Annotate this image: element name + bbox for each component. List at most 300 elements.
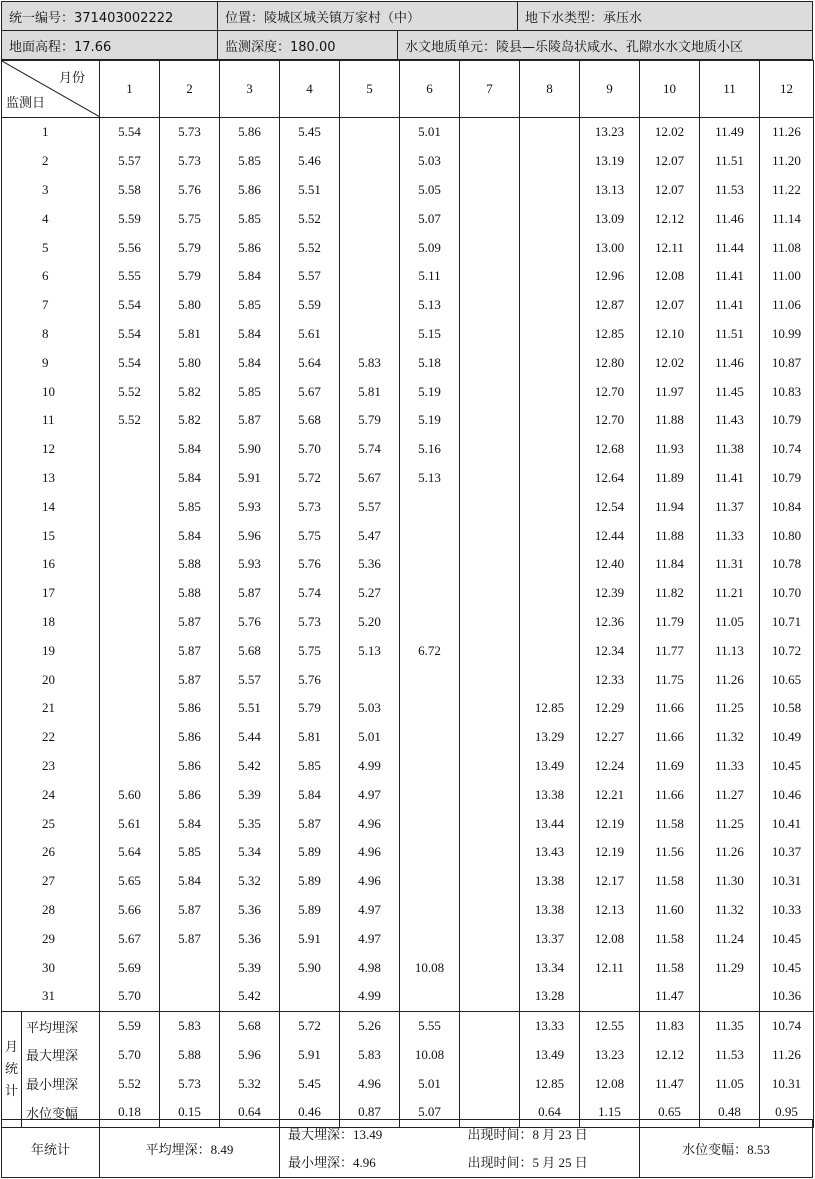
table-row <box>2 924 814 953</box>
value-cell: 5.79 <box>160 233 220 262</box>
value-cell: 5.36 <box>220 924 280 953</box>
value-cell: 5.85 <box>160 838 220 867</box>
hydro-unit-value: 陵县—乐陵岛状咸水、孔隙水水文地质小区 <box>496 39 744 55</box>
day-cell: 16 <box>2 550 100 579</box>
value-cell: 5.01 <box>340 723 400 752</box>
value-cell: 5.68 <box>220 636 280 665</box>
value-cell: 12.54 <box>580 492 640 521</box>
value-cell: 5.81 <box>280 723 340 752</box>
elevation-cell <box>2 31 218 60</box>
value-cell <box>100 521 160 550</box>
stat-value-cell: 13.33 <box>520 1011 580 1040</box>
table-row <box>2 377 814 406</box>
table-row <box>2 176 814 205</box>
value-cell: 12.33 <box>580 665 640 694</box>
value-cell: 12.02 <box>640 348 700 377</box>
value-cell: 12.34 <box>580 636 640 665</box>
value-cell: 5.84 <box>160 867 220 896</box>
annual-time-cell <box>460 1120 640 1178</box>
value-cell: 5.39 <box>220 780 280 809</box>
value-cell <box>340 204 400 233</box>
value-cell: 5.82 <box>160 377 220 406</box>
value-cell: 10.80 <box>760 521 814 550</box>
value-cell: 5.36 <box>220 896 280 925</box>
day-cell: 19 <box>2 636 100 665</box>
value-cell <box>460 320 520 349</box>
value-cell: 4.99 <box>340 982 400 1011</box>
stat-value-cell: 0.64 <box>520 1098 580 1127</box>
table-row <box>2 636 814 665</box>
table-row <box>2 579 814 608</box>
value-cell <box>460 291 520 320</box>
elevation-label: 地面高程： <box>9 39 75 55</box>
day-cell: 8 <box>2 320 100 349</box>
unified-id-label: 统一编号： <box>9 10 75 26</box>
value-cell <box>460 521 520 550</box>
value-cell: 5.57 <box>220 665 280 694</box>
corner-day-label: 监测日 <box>6 95 46 110</box>
stat-value-cell: 0.64 <box>220 1098 280 1127</box>
stat-value-cell: 11.35 <box>700 1011 760 1040</box>
value-cell: 10.83 <box>760 377 814 406</box>
value-cell: 10.70 <box>760 579 814 608</box>
stat-label: 最大埋深 <box>22 1041 100 1070</box>
table-row <box>2 694 814 723</box>
value-cell: 5.79 <box>340 406 400 435</box>
value-cell <box>460 262 520 291</box>
stat-value-cell: 1.15 <box>580 1098 640 1127</box>
value-cell <box>520 579 580 608</box>
header-table-2 <box>1 30 813 60</box>
annual-max: 最大埋深：13.49 <box>288 1126 383 1142</box>
stat-value-cell: 5.70 <box>100 1041 160 1070</box>
value-cell: 5.13 <box>400 291 460 320</box>
value-cell: 5.57 <box>280 262 340 291</box>
value-cell: 5.55 <box>100 262 160 291</box>
value-cell: 5.13 <box>340 636 400 665</box>
value-cell: 11.00 <box>760 262 814 291</box>
value-cell: 11.06 <box>760 291 814 320</box>
value-cell: 5.70 <box>100 982 160 1011</box>
day-cell: 1 <box>2 118 100 147</box>
value-cell: 5.87 <box>280 809 340 838</box>
table-row <box>2 550 814 579</box>
value-cell: 5.36 <box>340 550 400 579</box>
table-row <box>2 262 814 291</box>
value-cell <box>400 809 460 838</box>
value-cell <box>100 492 160 521</box>
table-row <box>2 291 814 320</box>
value-cell: 5.93 <box>220 492 280 521</box>
value-cell <box>100 752 160 781</box>
value-cell: 10.45 <box>760 924 814 953</box>
value-cell: 11.08 <box>760 233 814 262</box>
stat-value-cell: 0.18 <box>100 1098 160 1127</box>
value-cell: 5.66 <box>100 896 160 925</box>
value-cell: 5.81 <box>160 320 220 349</box>
value-cell: 5.90 <box>220 435 280 464</box>
value-cell: 5.52 <box>280 204 340 233</box>
table-row <box>2 953 814 982</box>
value-cell: 11.32 <box>700 723 760 752</box>
value-cell: 5.57 <box>100 147 160 176</box>
value-cell: 10.71 <box>760 608 814 637</box>
value-cell: 5.15 <box>400 320 460 349</box>
value-cell: 5.54 <box>100 320 160 349</box>
stat-value-cell: 5.68 <box>220 1011 280 1040</box>
day-cell: 18 <box>2 608 100 637</box>
stat-value-cell: 5.96 <box>220 1041 280 1070</box>
value-cell: 5.87 <box>160 608 220 637</box>
value-cell: 5.64 <box>280 348 340 377</box>
stat-value-cell: 12.12 <box>640 1041 700 1070</box>
value-cell: 13.43 <box>520 838 580 867</box>
value-cell: 5.80 <box>160 348 220 377</box>
value-cell: 12.85 <box>580 320 640 349</box>
value-cell: 5.73 <box>160 118 220 147</box>
value-cell: 5.01 <box>400 118 460 147</box>
value-cell: 5.67 <box>340 464 400 493</box>
value-cell: 5.46 <box>280 147 340 176</box>
day-cell: 17 <box>2 579 100 608</box>
value-cell: 12.27 <box>580 723 640 752</box>
value-cell: 5.84 <box>220 320 280 349</box>
value-cell: 11.93 <box>640 435 700 464</box>
value-cell <box>520 435 580 464</box>
value-cell <box>400 780 460 809</box>
value-cell: 5.07 <box>400 204 460 233</box>
value-cell: 5.75 <box>280 636 340 665</box>
value-cell <box>520 204 580 233</box>
value-cell: 5.60 <box>100 780 160 809</box>
value-cell: 11.05 <box>700 608 760 637</box>
stat-value-cell: 0.87 <box>340 1098 400 1127</box>
corner-month-label: 月份 <box>58 70 85 85</box>
table-row <box>2 406 814 435</box>
day-cell: 20 <box>2 665 100 694</box>
value-cell: 13.19 <box>580 147 640 176</box>
value-cell: 5.27 <box>340 579 400 608</box>
annual-max-time: 出现时间：8 月 23 日 <box>467 1126 588 1142</box>
stat-value-cell: 5.72 <box>280 1011 340 1040</box>
value-cell: 11.26 <box>700 838 760 867</box>
value-cell <box>460 435 520 464</box>
value-cell: 11.75 <box>640 665 700 694</box>
month-header-5: 5 <box>340 61 400 118</box>
value-cell: 12.19 <box>580 838 640 867</box>
value-cell: 11.33 <box>700 521 760 550</box>
month-header-11: 11 <box>700 61 760 118</box>
value-cell: 5.87 <box>160 636 220 665</box>
value-cell <box>160 982 220 1011</box>
value-cell: 5.42 <box>220 982 280 1011</box>
value-cell: 12.70 <box>580 406 640 435</box>
elevation-value: 17.66 <box>74 39 112 55</box>
value-cell: 12.07 <box>640 291 700 320</box>
value-cell <box>520 464 580 493</box>
value-cell: 11.33 <box>700 752 760 781</box>
table-row <box>2 320 814 349</box>
day-cell: 12 <box>2 435 100 464</box>
value-cell <box>580 982 640 1011</box>
value-cell: 10.74 <box>760 435 814 464</box>
value-cell: 5.88 <box>160 579 220 608</box>
value-cell: 11.31 <box>700 550 760 579</box>
value-cell: 13.44 <box>520 809 580 838</box>
value-cell <box>340 147 400 176</box>
value-cell <box>520 320 580 349</box>
month-header-7: 7 <box>460 61 520 118</box>
value-cell: 12.08 <box>580 924 640 953</box>
stat-value-cell: 5.59 <box>100 1011 160 1040</box>
month-header-2: 2 <box>160 61 220 118</box>
value-cell <box>100 550 160 579</box>
day-cell: 10 <box>2 377 100 406</box>
value-cell: 11.58 <box>640 953 700 982</box>
stat-value-cell: 12.55 <box>580 1011 640 1040</box>
value-cell: 11.43 <box>700 406 760 435</box>
stat-value-cell: 12.85 <box>520 1069 580 1098</box>
value-cell: 13.49 <box>520 752 580 781</box>
value-cell: 5.54 <box>100 291 160 320</box>
annual-range: 水位变幅：8.53 <box>640 1120 813 1178</box>
value-cell <box>460 924 520 953</box>
value-cell: 12.11 <box>580 953 640 982</box>
value-cell: 5.84 <box>220 262 280 291</box>
value-cell <box>520 233 580 262</box>
month-header-4: 4 <box>280 61 340 118</box>
value-cell <box>460 608 520 637</box>
value-cell: 5.09 <box>400 233 460 262</box>
annual-min: 最小埋深：4.96 <box>288 1154 376 1170</box>
value-cell: 4.97 <box>340 780 400 809</box>
value-cell: 5.59 <box>280 291 340 320</box>
value-cell <box>520 291 580 320</box>
value-cell <box>520 550 580 579</box>
water-type-label: 地下水类型： <box>525 10 604 26</box>
month-header-1: 1 <box>100 61 160 118</box>
value-cell <box>100 435 160 464</box>
value-cell <box>520 521 580 550</box>
value-cell: 5.44 <box>220 723 280 752</box>
value-cell: 13.38 <box>520 780 580 809</box>
value-cell: 5.87 <box>160 665 220 694</box>
value-cell: 5.86 <box>160 752 220 781</box>
stat-value-cell: 5.88 <box>160 1041 220 1070</box>
stat-value-cell <box>460 1011 520 1040</box>
value-cell <box>520 406 580 435</box>
value-cell: 5.84 <box>160 435 220 464</box>
value-cell: 10.46 <box>760 780 814 809</box>
stat-value-cell <box>460 1069 520 1098</box>
value-cell: 11.66 <box>640 723 700 752</box>
value-cell <box>400 579 460 608</box>
value-cell: 12.21 <box>580 780 640 809</box>
value-cell: 5.19 <box>400 406 460 435</box>
value-cell: 11.47 <box>640 982 700 1011</box>
value-cell <box>340 118 400 147</box>
value-cell: 11.24 <box>700 924 760 953</box>
depth-cell <box>218 31 398 60</box>
value-cell: 11.82 <box>640 579 700 608</box>
value-cell <box>520 176 580 205</box>
table-row <box>2 723 814 752</box>
stat-value-cell: 11.53 <box>700 1041 760 1070</box>
day-cell: 22 <box>2 723 100 752</box>
value-cell <box>400 492 460 521</box>
value-cell: 5.73 <box>280 608 340 637</box>
value-cell: 5.93 <box>220 550 280 579</box>
day-cell: 3 <box>2 176 100 205</box>
stat-label: 水位变幅 <box>22 1098 100 1127</box>
value-cell <box>400 608 460 637</box>
value-cell: 5.87 <box>220 406 280 435</box>
value-cell: 5.87 <box>160 924 220 953</box>
value-cell <box>520 147 580 176</box>
value-cell <box>340 291 400 320</box>
value-cell <box>460 147 520 176</box>
value-cell <box>340 176 400 205</box>
value-cell: 11.94 <box>640 492 700 521</box>
hydro-unit-label: 水文地质单元： <box>405 39 497 55</box>
stat-value-cell: 5.26 <box>340 1011 400 1040</box>
value-cell: 11.88 <box>640 406 700 435</box>
value-cell: 11.46 <box>700 348 760 377</box>
value-cell: 5.82 <box>160 406 220 435</box>
value-cell: 10.41 <box>760 809 814 838</box>
value-cell: 13.37 <box>520 924 580 953</box>
value-cell: 5.52 <box>100 377 160 406</box>
value-cell <box>400 521 460 550</box>
value-cell <box>100 665 160 694</box>
value-cell <box>460 377 520 406</box>
value-cell: 5.84 <box>220 348 280 377</box>
value-cell: 5.58 <box>100 176 160 205</box>
value-cell: 11.45 <box>700 377 760 406</box>
value-cell <box>100 636 160 665</box>
value-cell <box>400 924 460 953</box>
stat-value-cell: 10.08 <box>400 1041 460 1070</box>
value-cell: 5.03 <box>340 694 400 723</box>
value-cell: 5.61 <box>100 809 160 838</box>
value-cell: 10.49 <box>760 723 814 752</box>
value-cell: 11.97 <box>640 377 700 406</box>
annual-label: 年统计 <box>2 1120 100 1178</box>
value-cell: 12.07 <box>640 147 700 176</box>
value-cell <box>520 348 580 377</box>
value-cell: 12.12 <box>640 204 700 233</box>
value-cell: 5.91 <box>220 464 280 493</box>
annual-min-time: 出现时间：5 月 25 日 <box>467 1154 588 1170</box>
day-cell: 13 <box>2 464 100 493</box>
value-cell: 10.45 <box>760 953 814 982</box>
value-cell: 4.96 <box>340 838 400 867</box>
value-cell: 11.26 <box>700 665 760 694</box>
value-cell: 5.74 <box>340 435 400 464</box>
value-cell: 11.84 <box>640 550 700 579</box>
value-cell: 11.66 <box>640 780 700 809</box>
value-cell <box>340 665 400 694</box>
day-cell: 30 <box>2 953 100 982</box>
month-header-10: 10 <box>640 61 700 118</box>
day-cell: 27 <box>2 867 100 896</box>
value-cell: 10.58 <box>760 694 814 723</box>
stat-value-cell: 5.01 <box>400 1069 460 1098</box>
table-row <box>2 233 814 262</box>
table-row <box>2 118 814 147</box>
value-cell: 11.56 <box>640 838 700 867</box>
value-cell: 11.25 <box>700 809 760 838</box>
stat-value-cell: 13.23 <box>580 1041 640 1070</box>
value-cell: 5.56 <box>100 233 160 262</box>
value-cell: 5.84 <box>280 780 340 809</box>
value-cell: 11.51 <box>700 320 760 349</box>
value-cell: 13.23 <box>580 118 640 147</box>
day-cell: 2 <box>2 147 100 176</box>
stat-value-cell: 0.48 <box>700 1098 760 1127</box>
value-cell: 5.34 <box>220 838 280 867</box>
value-cell: 5.80 <box>160 291 220 320</box>
location-value: 陵城区城关镇万家村（中） <box>264 10 421 26</box>
value-cell: 11.37 <box>700 492 760 521</box>
value-cell: 5.85 <box>220 377 280 406</box>
value-cell <box>460 176 520 205</box>
day-cell: 24 <box>2 780 100 809</box>
value-cell <box>400 752 460 781</box>
value-cell: 13.34 <box>520 953 580 982</box>
value-cell: 11.49 <box>700 118 760 147</box>
value-cell: 12.70 <box>580 377 640 406</box>
value-cell: 5.59 <box>100 204 160 233</box>
value-cell: 11.20 <box>760 147 814 176</box>
value-cell: 5.18 <box>400 348 460 377</box>
stat-value-cell: 11.83 <box>640 1011 700 1040</box>
value-cell: 5.85 <box>220 147 280 176</box>
value-cell: 5.76 <box>160 176 220 205</box>
value-cell: 11.88 <box>640 521 700 550</box>
stat-value-cell: 0.95 <box>760 1098 814 1127</box>
unified-id-value: 371403002222 <box>74 10 174 26</box>
value-cell: 10.36 <box>760 982 814 1011</box>
value-cell: 5.87 <box>220 579 280 608</box>
value-cell: 5.42 <box>220 752 280 781</box>
value-cell: 5.69 <box>100 953 160 982</box>
value-cell: 5.70 <box>280 435 340 464</box>
value-cell <box>400 838 460 867</box>
value-cell: 10.31 <box>760 867 814 896</box>
value-cell: 5.67 <box>100 924 160 953</box>
value-cell: 10.87 <box>760 348 814 377</box>
value-cell: 5.73 <box>280 492 340 521</box>
value-cell: 5.19 <box>400 377 460 406</box>
value-cell: 5.86 <box>160 694 220 723</box>
value-cell: 12.13 <box>580 896 640 925</box>
value-cell <box>460 636 520 665</box>
table-row <box>2 464 814 493</box>
day-cell: 29 <box>2 924 100 953</box>
monthly-stat-row <box>2 1011 814 1040</box>
value-cell: 12.96 <box>580 262 640 291</box>
value-cell: 5.67 <box>280 377 340 406</box>
value-cell <box>100 723 160 752</box>
value-cell: 5.75 <box>280 521 340 550</box>
value-cell: 12.68 <box>580 435 640 464</box>
value-cell: 5.83 <box>340 348 400 377</box>
value-cell: 13.13 <box>580 176 640 205</box>
value-cell: 5.75 <box>160 204 220 233</box>
stat-value-cell: 11.05 <box>700 1069 760 1098</box>
table-row <box>2 665 814 694</box>
